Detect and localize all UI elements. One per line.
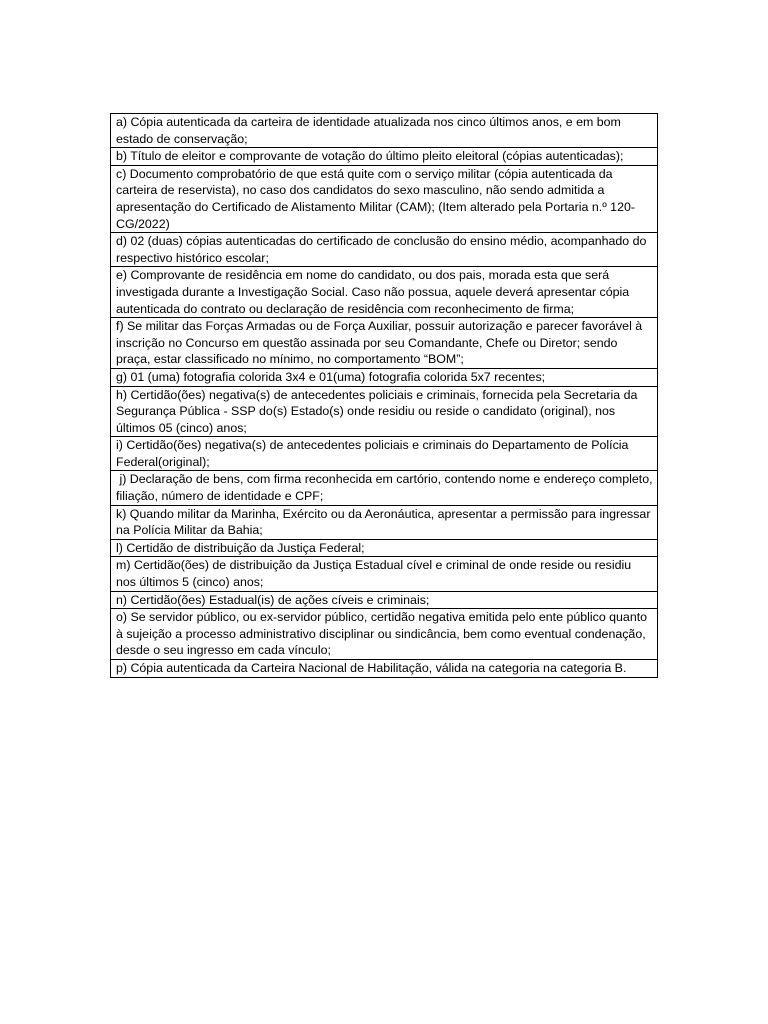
- requirement-item-o: o) Se servidor público, ou ex-servidor público, certidão negativa emitida pelo ente público quanto à sujeição a processo administrativo disciplinar ou sindicância, bem como eventual condenação, desde o seu ingresso em cada vínculo;: [111, 609, 658, 660]
- table-row: [111, 386, 658, 437]
- requirement-item-l: l) Certidão de distribuição da Justiça Federal;: [111, 539, 658, 557]
- requirement-item-d: d) 02 (duas) cópias autenticadas do certificado de conclusão do ensino médio, acompanhado do respectivo histórico escolar;: [111, 233, 658, 267]
- table-row: [111, 591, 658, 609]
- table-row: [111, 660, 658, 678]
- requirement-item-b: b) Título de eleitor e comprovante de votação do último pleito eleitoral (cópias autenticadas);: [111, 148, 658, 166]
- requirement-item-p: p) Cópia autenticada da Carteira Nacional de Habilitação, válida na categoria na categoria B.: [111, 660, 658, 678]
- requirement-item-h: h) Certidão(ões) negativa(s) de antecedentes policiais e criminais, fornecida pela Secretaria da Segurança Pública - SSP do(s) Estado(s) onde residiu ou reside o candidato (original), nos últimos 05 (cinco) anos;: [111, 386, 658, 437]
- requirements-table: [110, 113, 658, 678]
- table-row: [111, 267, 658, 318]
- table-row: [111, 318, 658, 369]
- table-row: [111, 437, 658, 471]
- requirement-item-i: i) Certidão(ões) negativa(s) de antecedentes policiais e criminais do Departamento de Polícia Federal(original);: [111, 437, 658, 471]
- requirement-item-g: g) 01 (uma) fotografia colorida 3x4 e 01(uma) fotografia colorida 5x7 recentes;: [111, 368, 658, 386]
- table-row: [111, 609, 658, 660]
- requirement-item-j: j) Declaração de bens, com firma reconhecida em cartório, contendo nome e endereço completo, filiação, número de identidade e CPF;: [111, 471, 658, 505]
- table-row: [111, 505, 658, 539]
- table-row: [111, 557, 658, 591]
- requirement-item-m: m) Certidão(ões) de distribuição da Justiça Estadual cível e criminal de onde reside ou residiu nos últimos 5 (cinco) anos;: [111, 557, 658, 591]
- requirement-item-k: k) Quando militar da Marinha, Exército ou da Aeronáutica, apresentar a permissão para ingressar na Polícia Militar da Bahia;: [111, 505, 658, 539]
- requirement-item-e: e) Comprovante de residência em nome do candidato, ou dos pais, morada esta que será investigada durante a Investigação Social. Caso não possua, aquele deverá apresentar cópia autenticada do contrato ou declaração de residência com reconhecimento de firma;: [111, 267, 658, 318]
- table-row: [111, 148, 658, 166]
- table-row: [111, 539, 658, 557]
- requirement-item-f: f) Se militar das Forças Armadas ou de Força Auxiliar, possuir autorização e parecer favorável à inscrição no Concurso em questão assinada por seu Comandante, Chefe ou Diretor; sendo praça, estar classificado no mínimo, no comportamento “BOM”;: [111, 318, 658, 369]
- table-row: [111, 368, 658, 386]
- table-row: [111, 165, 658, 232]
- table-row: [111, 471, 658, 505]
- table-row: [111, 114, 658, 148]
- requirement-item-n: n) Certidão(ões) Estadual(is) de ações cíveis e criminais;: [111, 591, 658, 609]
- requirement-item-a: a) Cópia autenticada da carteira de identidade atualizada nos cinco últimos anos, e em bom estado de conservação;: [111, 114, 658, 148]
- table-row: [111, 233, 658, 267]
- requirement-item-c: c) Documento comprobatório de que está quite com o serviço militar (cópia autenticada da carteira de reservista), no caso dos candidatos do sexo masculino, não sendo admitida a apresentação do Certificado de Alistamento Militar (CAM); (Item alterado pela Portaria n.º 120-CG/2022): [111, 165, 658, 232]
